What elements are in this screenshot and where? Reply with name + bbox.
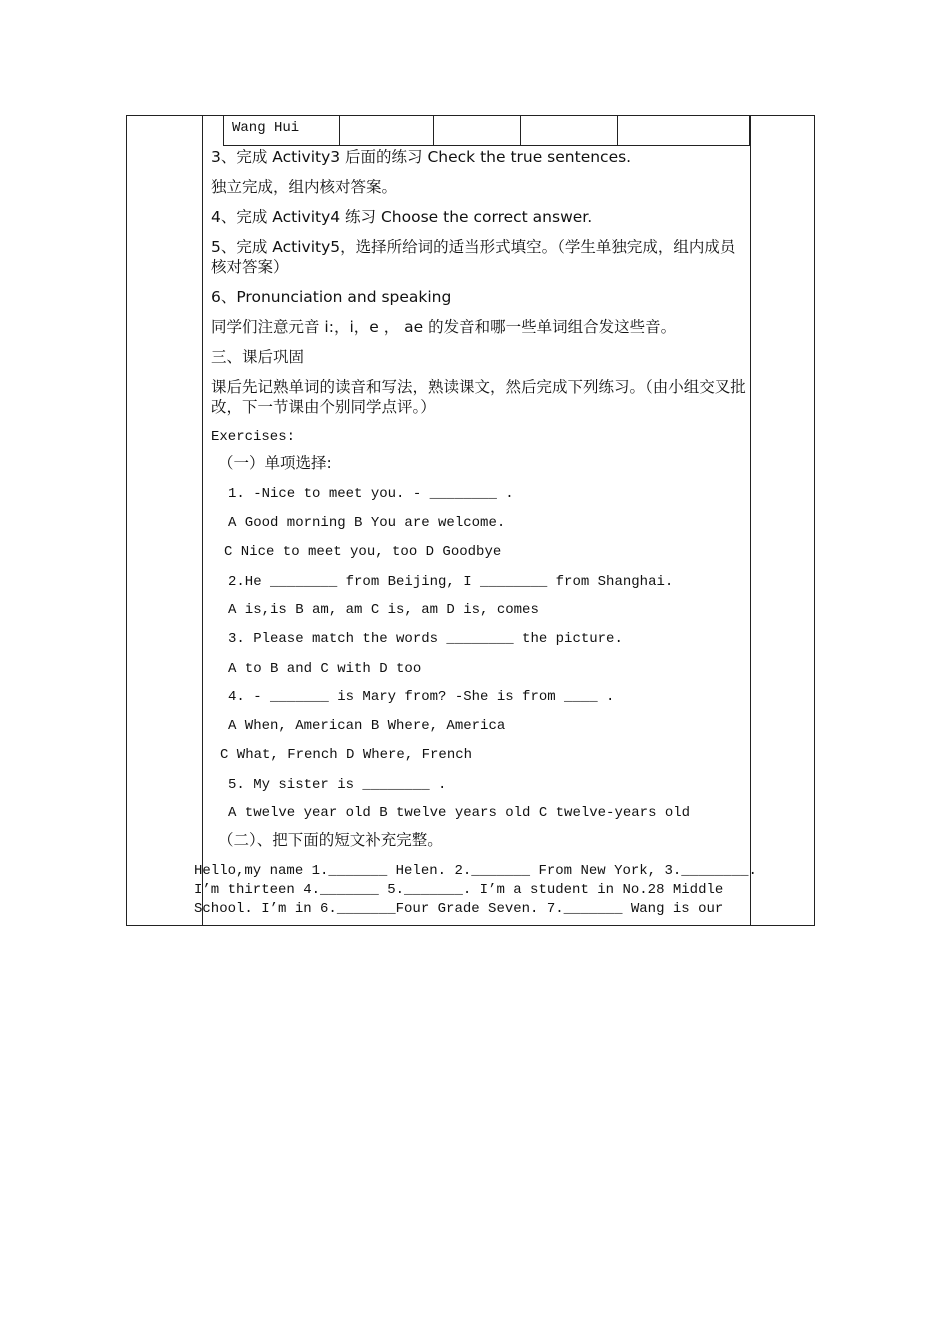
step-6-instruction: 6、Pronunciation and speaking xyxy=(211,288,452,306)
question-1: 1. -Nice to meet you. - ________ . xyxy=(228,486,514,502)
exercises-label: Exercises: xyxy=(211,429,296,445)
question-4-options-b: C What, French D Where, French xyxy=(220,747,473,763)
table-cell xyxy=(434,116,521,145)
column-divider-left xyxy=(202,116,203,925)
question-4-options-a: A When, American B Where, America xyxy=(228,718,506,734)
name-table xyxy=(223,116,750,146)
question-2: 2.He ________ from Beijing, I ________ from Shanghai. xyxy=(228,574,674,590)
step-3-note: 独立完成，组内核对答案。 xyxy=(211,178,398,196)
passage-line-3: School. I’m in 6._______Four Grade Seven. 7._______ Wang is our xyxy=(194,901,724,917)
passage-line-1: Hello,my name 1._______ Helen. 2._______ From New York, 3.________. xyxy=(194,863,757,879)
question-3: 3. Please match the words ________ the picture. xyxy=(228,631,623,647)
question-4: 4. - _______ is Mary from? -She is from ____ . xyxy=(228,689,615,705)
step-5-instruction: 5、完成 Activity5，选择所给词的适当形式填空。（学生单独完成，组内成员核对答案） xyxy=(211,238,736,276)
question-1-options-a: A Good morning B You are welcome. xyxy=(228,515,506,531)
part-1-title: （一）单项选择: xyxy=(218,454,332,472)
question-1-options-b: C Nice to meet you, too D Goodbye xyxy=(224,544,502,560)
step-3-instruction: 3、完成 Activity3 后面的练习 Check the true sentences. xyxy=(211,148,632,166)
name-cell: Wang Hui xyxy=(224,116,340,145)
part-2-title: （二）、把下面的短文补充完整。 xyxy=(218,831,443,849)
section-3-intro: 课后先记熟单词的读音和写法，熟读课文，然后完成下列练习。（由小组交叉批改，下一节课由个别同学点评。） xyxy=(211,378,746,416)
step-6-note: 同学们注意元音 i:，i，e ， ae 的发音和哪一些单词组合发这些音。 xyxy=(211,318,677,336)
table-cell xyxy=(618,116,749,145)
question-5: 5. My sister is ________ . xyxy=(228,777,447,793)
step-4-instruction: 4、完成 Activity4 练习 Choose the correct answer. xyxy=(211,208,593,226)
column-divider-right xyxy=(750,116,751,925)
table-cell xyxy=(521,116,618,145)
section-3-title: 三、课后巩固 xyxy=(211,348,305,366)
question-2-options: A is,is B am, am C is, am D is, comes xyxy=(228,602,539,618)
table-cell xyxy=(340,116,435,145)
question-3-options: A to B and C with D too xyxy=(228,661,422,677)
question-5-options: A twelve year old B twelve years old C twelve-years old xyxy=(228,805,691,821)
passage-line-2: I’m thirteen 4._______ 5._______. I’m a student in No.28 Middle xyxy=(194,882,724,898)
